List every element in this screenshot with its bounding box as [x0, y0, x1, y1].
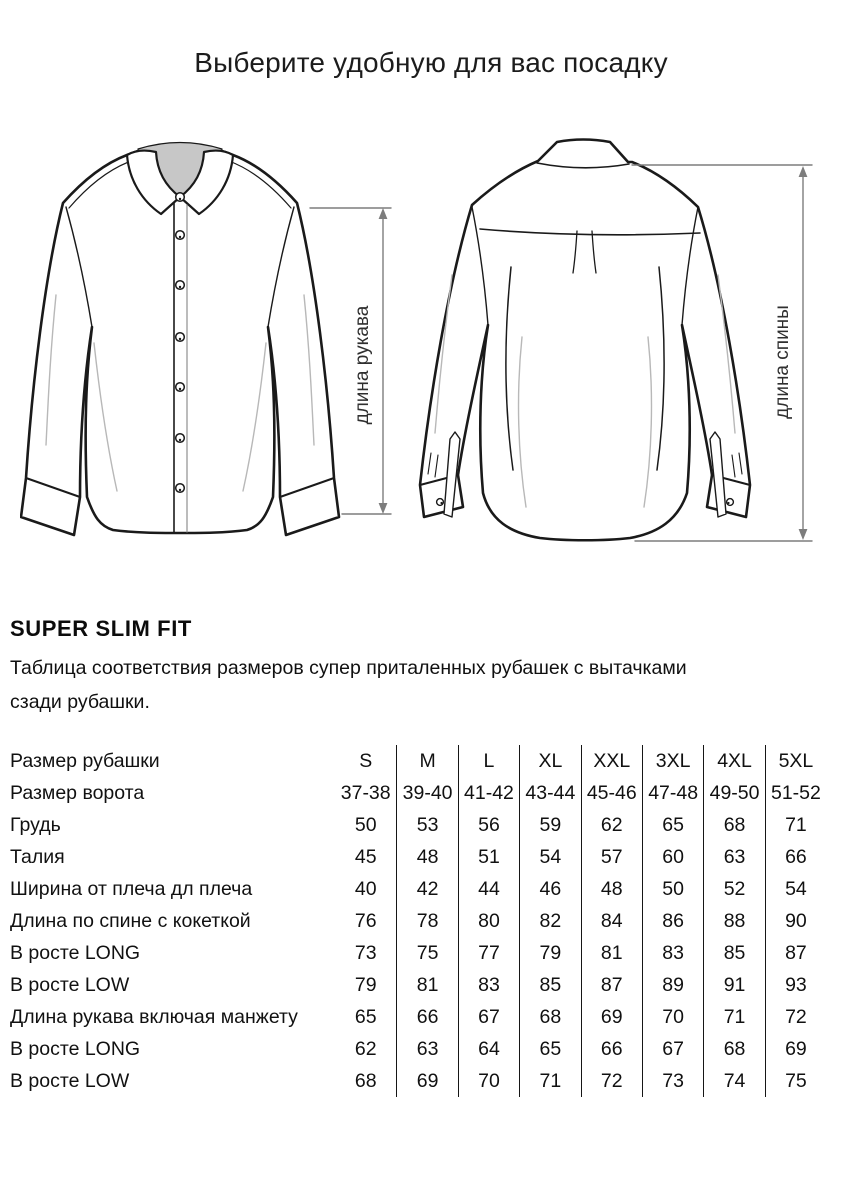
size-cell: 66: [765, 841, 826, 873]
size-cell: 71: [519, 1065, 580, 1097]
size-cell: 51: [458, 841, 519, 873]
shirt-front-drawing: [20, 125, 400, 575]
size-cell: 62: [354, 1038, 377, 1060]
size-cell: 69: [396, 1065, 457, 1097]
size-cell: 69: [581, 1001, 642, 1033]
size-cell: 63: [396, 1033, 457, 1065]
size-row-label: Талия: [10, 846, 65, 868]
size-row-label: В росте LOW: [10, 974, 130, 996]
size-cell: 52: [703, 873, 764, 905]
size-cell: 65: [642, 809, 703, 841]
size-cell: 59: [519, 809, 580, 841]
size-cell: 84: [581, 905, 642, 937]
size-cell: 81: [396, 969, 457, 1001]
size-cell: 75: [396, 937, 457, 969]
size-cell: 79: [354, 974, 377, 996]
size-cell: 57: [581, 841, 642, 873]
size-cell: 44: [458, 873, 519, 905]
size-cell: 49-50: [703, 777, 764, 809]
size-cell: 47-48: [642, 777, 703, 809]
size-cell: 76: [354, 910, 377, 932]
size-cell: 41-42: [458, 777, 519, 809]
size-cell: 83: [642, 937, 703, 969]
size-cell: 71: [765, 809, 826, 841]
size-cell: 42: [396, 873, 457, 905]
size-row-label: Грудь: [10, 814, 61, 836]
size-cell: 56: [458, 809, 519, 841]
size-cell: S: [359, 750, 373, 772]
shirt-back-drawing: [400, 125, 840, 575]
size-cell: 72: [765, 1001, 826, 1033]
size-cell: 3XL: [642, 745, 703, 777]
size-cell: 67: [642, 1033, 703, 1065]
size-cell: 68: [519, 1001, 580, 1033]
size-cell: 54: [765, 873, 826, 905]
size-cell: 37-38: [340, 782, 391, 804]
size-cell: 43-44: [519, 777, 580, 809]
back-length-label: длина спины: [772, 305, 793, 419]
size-cell: 69: [765, 1033, 826, 1065]
size-row-label: В росте LONG: [10, 942, 141, 964]
size-cell: 65: [354, 1006, 377, 1028]
size-row-label: В росте LOW: [10, 1070, 130, 1092]
size-cell: 73: [642, 1065, 703, 1097]
size-cell: 60: [642, 841, 703, 873]
size-cell: 87: [765, 937, 826, 969]
fit-description-line-2: сзади рубашки.: [10, 691, 150, 713]
size-cell: M: [396, 745, 457, 777]
size-cell: 66: [396, 1001, 457, 1033]
size-cell: 73: [354, 942, 377, 964]
size-cell: 89: [642, 969, 703, 1001]
size-cell: 93: [765, 969, 826, 1001]
size-cell: 91: [703, 969, 764, 1001]
shirt-back-outline: [420, 140, 750, 541]
size-cell: 82: [519, 905, 580, 937]
fit-heading: SUPER SLIM FIT: [10, 616, 192, 641]
size-cell: 48: [581, 873, 642, 905]
size-cell: 40: [354, 878, 377, 900]
size-cell: 50: [642, 873, 703, 905]
size-cell: 46: [519, 873, 580, 905]
size-cell: 68: [703, 1033, 764, 1065]
size-cell: 63: [703, 841, 764, 873]
size-cell: 74: [703, 1065, 764, 1097]
size-cell: 5XL: [765, 745, 826, 777]
size-cell: 83: [458, 969, 519, 1001]
fit-description-line-1: Таблица соответствия размеров супер приталенных рубашек с вытачками: [10, 657, 687, 679]
size-cell: 85: [519, 969, 580, 1001]
size-cell: 87: [581, 969, 642, 1001]
size-row-label: Ширина от плеча дл плеча: [10, 878, 253, 900]
size-cell: 75: [765, 1065, 826, 1097]
size-row-label: Размер ворота: [10, 782, 145, 804]
size-cell: 4XL: [703, 745, 764, 777]
size-cell: XXL: [581, 745, 642, 777]
size-cell: 77: [458, 937, 519, 969]
size-cell: 85: [703, 937, 764, 969]
size-row-label: Длина по спине с кокеткой: [10, 910, 251, 932]
size-cell: 71: [703, 1001, 764, 1033]
size-cell: 54: [519, 841, 580, 873]
size-cell: 70: [458, 1065, 519, 1097]
size-cell: 80: [458, 905, 519, 937]
page-title: Выберите удобную для вас посадку: [194, 47, 668, 78]
size-cell: 51-52: [765, 777, 826, 809]
size-cell: 45: [354, 846, 377, 868]
sleeve-length-label: длина рукава: [352, 305, 373, 425]
size-cell: 62: [581, 809, 642, 841]
size-cell: 64: [458, 1033, 519, 1065]
size-cell: 65: [519, 1033, 580, 1065]
size-cell: XL: [519, 745, 580, 777]
size-row-label: Длина рукава включая манжету: [10, 1006, 298, 1028]
size-cell: 79: [519, 937, 580, 969]
size-cell: 53: [396, 809, 457, 841]
size-cell: 78: [396, 905, 457, 937]
size-cell: 68: [703, 809, 764, 841]
size-cell: 39-40: [396, 777, 457, 809]
size-cell: 50: [354, 814, 377, 836]
size-cell: 70: [642, 1001, 703, 1033]
size-cell: 45-46: [581, 777, 642, 809]
size-cell: 48: [396, 841, 457, 873]
size-row-label: Размер рубашки: [10, 750, 160, 772]
size-cell: 68: [354, 1070, 377, 1092]
size-table: [10, 745, 826, 1097]
fit-description: [10, 651, 687, 719]
size-cell: 86: [642, 905, 703, 937]
size-cell: 90: [765, 905, 826, 937]
size-cell: 81: [581, 937, 642, 969]
size-cell: 67: [458, 1001, 519, 1033]
size-cell: 66: [581, 1033, 642, 1065]
size-cell: L: [458, 745, 519, 777]
size-cell: 72: [581, 1065, 642, 1097]
size-cell: 88: [703, 905, 764, 937]
size-row-label: В росте LONG: [10, 1038, 141, 1060]
